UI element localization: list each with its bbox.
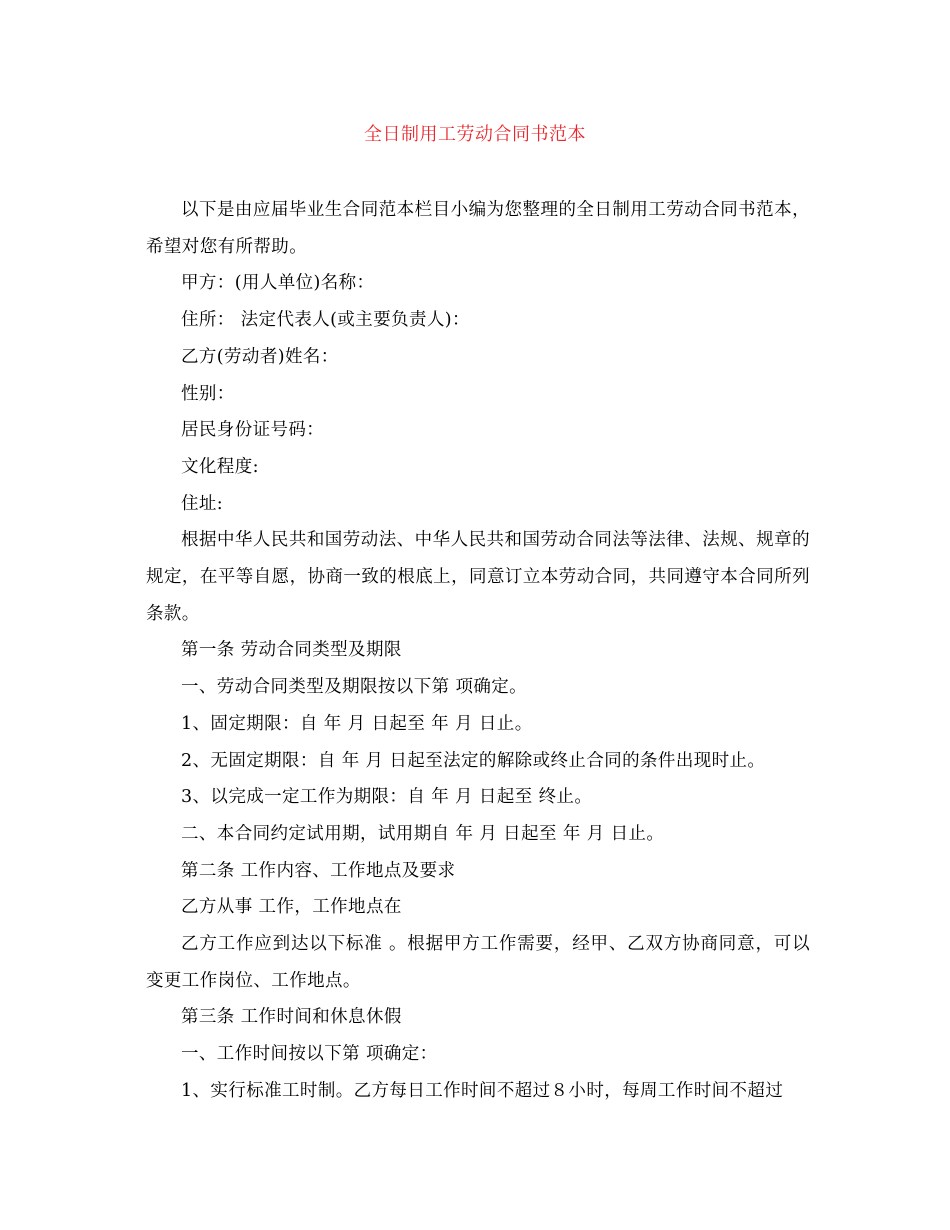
paragraph-party-a-name: 甲方：(用人单位)名称： xyxy=(181,273,375,294)
document-title: 全日制用工劳动合同书范本 xyxy=(364,124,586,145)
paragraph-party-a-address: 住所： 法定代表人(或主要负责人)： xyxy=(181,310,470,331)
article-1-clause-1: 一、劳动合同类型及期限按以下第 项确定。 xyxy=(181,677,528,698)
paragraph-gender: 性别： xyxy=(181,383,235,404)
article-1-item-2: 2、无固定期限：自 年 月 日起至法定的解除或终止合同的条件出现时止。 xyxy=(181,750,766,771)
article-3-item-1: 1、实行标准工时制。乙方每日工作时间不超过８小时，每周工作时间不超过 xyxy=(181,1080,784,1101)
article-2-heading: 第二条 工作内容、工作地点及要求 xyxy=(181,860,456,881)
article-1-clause-2: 二、本合同约定试用期，试用期自 年 月 日起至 年 月 日止。 xyxy=(181,823,665,844)
paragraph-intro: 以下是由应届毕业生合同范本栏目小编为您整理的全日制用工劳动合同书范本，希望对您有所帮助。 xyxy=(146,200,810,257)
article-1-item-3: 3、以完成一定工作为期限：自 年 月 日起至 终止。 xyxy=(181,787,593,808)
article-3-heading: 第三条 工作时间和休息休假 xyxy=(181,1007,402,1028)
paragraph-education: 文化程度: xyxy=(181,456,259,477)
article-2-standards: 乙方工作应到达以下标准 。根据甲方工作需要，经甲、乙双方协商同意，可以变更工作岗位、工作地点。 xyxy=(146,934,810,991)
paragraph-id-number: 居民身份证号码： xyxy=(181,420,325,441)
paragraph-legal-basis: 根据中华人民共和国劳动法、中华人民共和国劳动合同法等法律、法规、规章的规定，在平等自愿，协商一致的根底上，同意订立本劳动合同，共同遵守本合同所列条款。 xyxy=(146,530,810,624)
article-2-work-location: 乙方从事 工作，工作地点在 xyxy=(181,897,402,918)
paragraph-party-b-name: 乙方(劳动者)姓名： xyxy=(181,346,339,367)
article-1-item-1: 1、固定期限：自 年 月 日起至 年 月 日止。 xyxy=(181,713,533,734)
paragraph-address: 住址: xyxy=(181,493,224,514)
article-1-heading: 第一条 劳动合同类型及期限 xyxy=(181,640,402,661)
document-body xyxy=(146,192,810,1110)
article-3-clause-1: 一、工作时间按以下第 项确定： xyxy=(181,1044,438,1065)
